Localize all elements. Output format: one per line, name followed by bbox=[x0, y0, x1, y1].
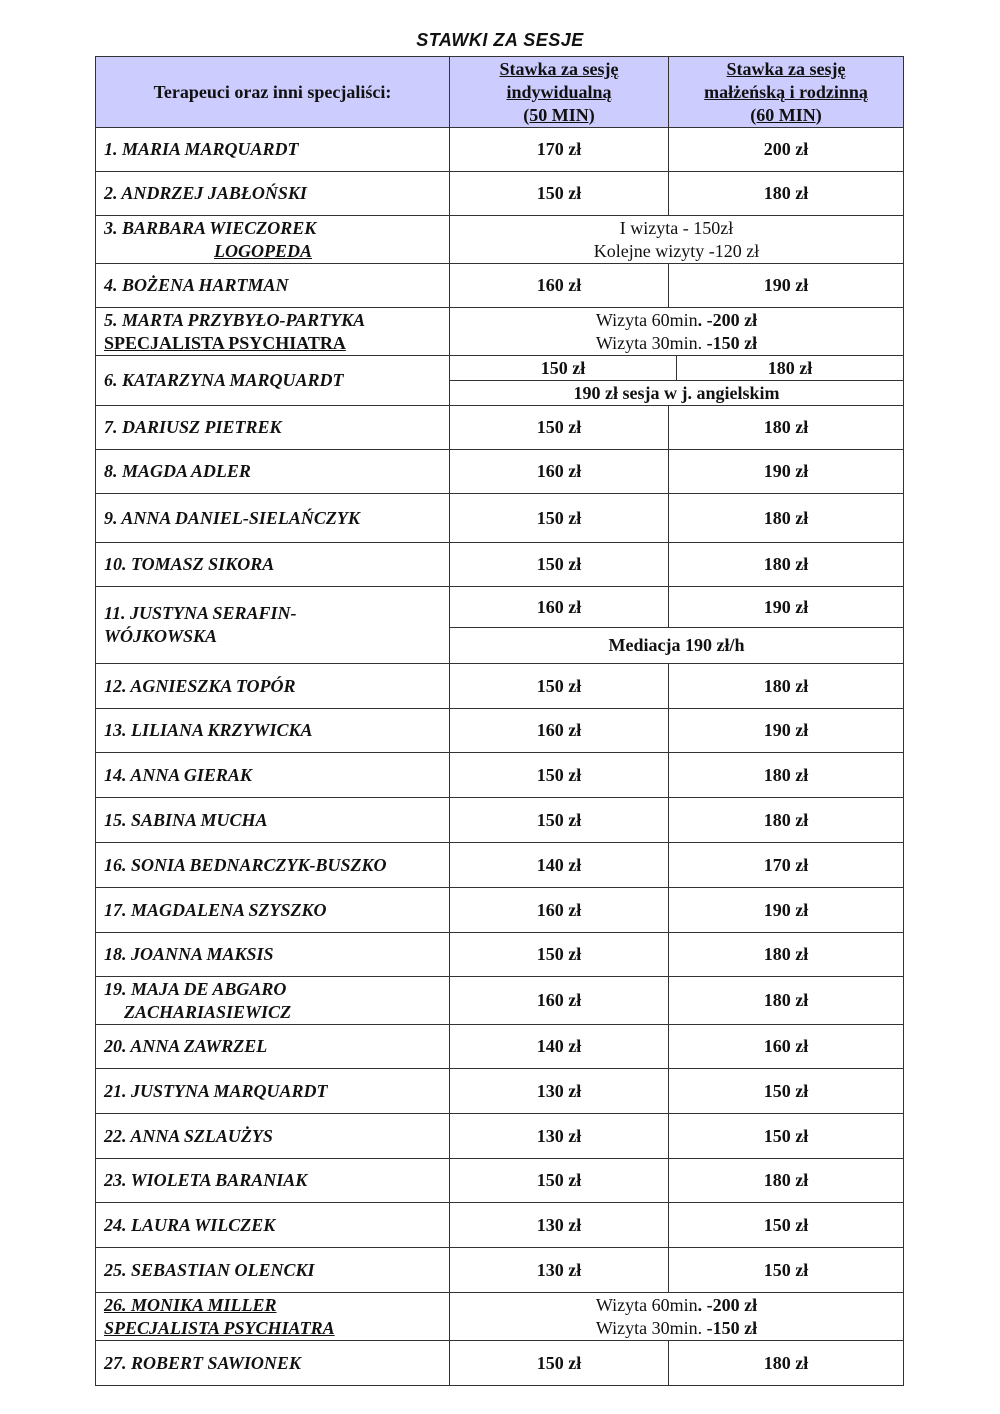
family-rate: 190 zł bbox=[669, 587, 904, 628]
table-row bbox=[96, 264, 904, 308]
individual-rate: 160 zł bbox=[450, 709, 669, 753]
family-rate: 150 zł bbox=[669, 1069, 904, 1114]
family-rate: 180 zł bbox=[669, 1159, 904, 1203]
family-rate: 180 zł bbox=[669, 494, 904, 543]
family-rate: 190 zł bbox=[669, 264, 904, 308]
table-row bbox=[96, 172, 904, 216]
therapist-name: 25. SEBASTIAN OLENCKI bbox=[96, 1248, 450, 1293]
table-row bbox=[96, 933, 904, 977]
document-title: STAWKI ZA SESJE bbox=[416, 30, 584, 50]
mediation-rate: Mediacja 190 zł/h bbox=[450, 628, 904, 664]
family-rate: 150 zł bbox=[669, 1248, 904, 1293]
family-rate: 150 zł bbox=[669, 1114, 904, 1159]
individual-rate: 160 zł bbox=[450, 450, 669, 494]
therapist-name: 21. JUSTYNA MARQUARDT bbox=[96, 1069, 450, 1114]
individual-rate: 150 zł bbox=[450, 798, 669, 843]
therapist-name: 17. MAGDALENA SZYSZKO bbox=[96, 888, 450, 933]
therapist-name: 11. JUSTYNA SERAFIN- WÓJKOWSKA bbox=[96, 587, 450, 664]
family-rate: 180 zł bbox=[669, 543, 904, 587]
table-row bbox=[96, 543, 904, 587]
table-row bbox=[96, 1248, 904, 1293]
table-row bbox=[96, 128, 904, 172]
therapist-name: 10. TOMASZ SIKORA bbox=[96, 543, 450, 587]
table-row bbox=[96, 356, 904, 406]
header-individual-rate: Stawka za sesję indywidualną (50 MIN) bbox=[450, 57, 669, 128]
table-row bbox=[96, 450, 904, 494]
specialization: LOGOPEDA bbox=[214, 240, 312, 261]
family-rate: 180 zł bbox=[669, 406, 904, 450]
therapist-name: 1. MARIA MARQUARDT bbox=[96, 128, 450, 172]
family-rate: 180 zł bbox=[669, 664, 904, 709]
therapist-name: 2. ANDRZEJ JABŁOŃSKI bbox=[96, 172, 450, 216]
family-rate: 180 zł bbox=[669, 1341, 904, 1386]
family-rate: 150 zł bbox=[669, 1203, 904, 1248]
individual-rate: 160 zł bbox=[450, 587, 669, 628]
individual-rate: 140 zł bbox=[450, 843, 669, 888]
individual-rate: 130 zł bbox=[450, 1069, 669, 1114]
therapist-name: 15. SABINA MUCHA bbox=[96, 798, 450, 843]
therapist-name: 26. MONIKA MILLER SPECJALISTA PSYCHIATRA bbox=[96, 1293, 450, 1341]
individual-rate: 150 zł bbox=[450, 664, 669, 709]
family-rate: 170 zł bbox=[669, 843, 904, 888]
therapist-name: 5. MARTA PRZYBYŁO-PARTYKA SPECJALISTA PSYCHIATRA bbox=[96, 308, 450, 356]
table-row bbox=[96, 709, 904, 753]
rates-table bbox=[95, 56, 904, 1386]
family-rate: 200 zł bbox=[669, 128, 904, 172]
individual-rate: 150 zł bbox=[450, 172, 669, 216]
therapist-name: 18. JOANNA MAKSIS bbox=[96, 933, 450, 977]
therapist-name: 19. MAJA DE ABGARO ZACHARIASIEWICZ bbox=[96, 977, 450, 1025]
table-row bbox=[96, 216, 904, 264]
individual-rate: 160 zł bbox=[450, 264, 669, 308]
family-rate: 180 zł bbox=[669, 933, 904, 977]
therapist-name: 20. ANNA ZAWRZEL bbox=[96, 1025, 450, 1069]
therapist-name: 4. BOŻENA HARTMAN bbox=[96, 264, 450, 308]
header-family-rate: Stawka za sesję małżeńską i rodzinną (60 MIN) bbox=[669, 57, 904, 128]
therapist-name: 22. ANNA SZLAUŻYS bbox=[96, 1114, 450, 1159]
table-row bbox=[96, 888, 904, 933]
family-rate: 180 zł bbox=[676, 356, 903, 380]
table-row bbox=[96, 753, 904, 798]
individual-rate: 160 zł bbox=[450, 977, 669, 1025]
therapist-name: 14. ANNA GIERAK bbox=[96, 753, 450, 798]
table-row bbox=[96, 843, 904, 888]
family-rate: 190 zł bbox=[669, 450, 904, 494]
therapist-name: 16. SONIA BEDNARCZYK-BUSZKO bbox=[96, 843, 450, 888]
individual-rate: 130 zł bbox=[450, 1203, 669, 1248]
family-rate: 180 zł bbox=[669, 798, 904, 843]
individual-rate: 150 zł bbox=[450, 753, 669, 798]
table-row bbox=[96, 406, 904, 450]
therapist-name: 24. LAURA WILCZEK bbox=[96, 1203, 450, 1248]
family-rate: 190 zł bbox=[669, 709, 904, 753]
individual-rate: 150 zł bbox=[450, 1159, 669, 1203]
individual-rate: 150 zł bbox=[450, 1341, 669, 1386]
table-row bbox=[96, 1293, 904, 1341]
individual-rate: 150 zł bbox=[450, 543, 669, 587]
therapist-name: 12. AGNIESZKA TOPÓR bbox=[96, 664, 450, 709]
table-row bbox=[96, 1159, 904, 1203]
table-row bbox=[96, 664, 904, 709]
header-therapists: Terapeuci oraz inni specjaliści: bbox=[96, 57, 450, 128]
individual-rate: 130 zł bbox=[450, 1114, 669, 1159]
english-session-rate: 190 zł sesja w j. angielskim bbox=[573, 383, 780, 403]
therapist-name: 6. KATARZYNA MARQUARDT bbox=[96, 356, 450, 406]
table-row bbox=[96, 798, 904, 843]
table-row bbox=[96, 308, 904, 356]
specialization: SPECJALISTA PSYCHIATRA bbox=[104, 332, 346, 353]
therapist-name: 27. ROBERT SAWIONEK bbox=[96, 1341, 450, 1386]
table-row bbox=[96, 977, 904, 1025]
table-row bbox=[96, 587, 904, 628]
family-rate: 160 zł bbox=[669, 1025, 904, 1069]
rate-note: Wizyta 60min. -200 zł Wizyta 30min. -150 zł bbox=[450, 308, 904, 356]
individual-rate: 170 zł bbox=[450, 128, 669, 172]
therapist-name: 3. BARBARA WIECZOREK LOGOPEDA bbox=[96, 216, 450, 264]
table-row bbox=[96, 494, 904, 543]
individual-rate: 150 zł bbox=[450, 406, 669, 450]
family-rate: 180 zł bbox=[669, 172, 904, 216]
table-row bbox=[96, 1341, 904, 1386]
individual-rate: 130 zł bbox=[450, 1248, 669, 1293]
therapist-name: 23. WIOLETA BARANIAK bbox=[96, 1159, 450, 1203]
family-rate: 190 zł bbox=[669, 888, 904, 933]
therapist-name: 13. LILIANA KRZYWICKA bbox=[96, 709, 450, 753]
therapist-name: 8. MAGDA ADLER bbox=[96, 450, 450, 494]
table-row bbox=[96, 1069, 904, 1114]
table-header-row bbox=[96, 57, 904, 128]
individual-rate: 140 zł bbox=[450, 1025, 669, 1069]
family-rate: 180 zł bbox=[669, 753, 904, 798]
therapist-name: 7. DARIUSZ PIETREK bbox=[96, 406, 450, 450]
rate-split bbox=[450, 356, 904, 406]
table-row bbox=[96, 1025, 904, 1069]
individual-rate: 150 zł bbox=[450, 494, 669, 543]
therapist-name: 9. ANNA DANIEL-SIELAŃCZYK bbox=[96, 494, 450, 543]
table-row bbox=[96, 1203, 904, 1248]
specialization: SPECJALISTA PSYCHIATRA bbox=[104, 1317, 335, 1338]
individual-rate: 160 zł bbox=[450, 888, 669, 933]
individual-rate: 150 zł bbox=[450, 933, 669, 977]
table-row bbox=[96, 1114, 904, 1159]
family-rate: 180 zł bbox=[669, 977, 904, 1025]
rate-note: I wizyta - 150zł Kolejne wizyty -120 zł bbox=[450, 216, 904, 264]
individual-rate: 150 zł bbox=[540, 358, 586, 378]
rate-note: Wizyta 60min. -200 zł Wizyta 30min. -150 zł bbox=[450, 1293, 904, 1341]
